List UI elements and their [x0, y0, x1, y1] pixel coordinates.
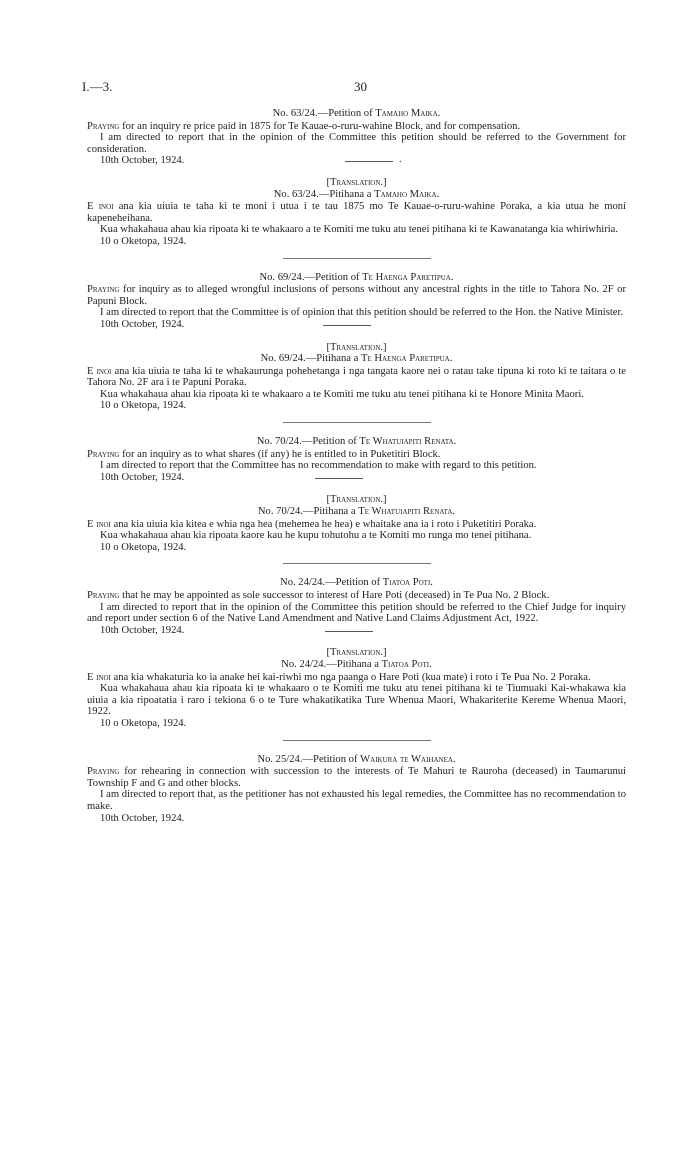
petition-heading: No. 24/24.—Petition of Tiatoa Poti.: [280, 577, 433, 589]
translation-heading: No. 63/24.—Pitihana a Tamaho Maika.: [273, 188, 440, 200]
petition-prayer: Praying for inquiry as to alleged wrongful inclusions of persons without any ancestral rights in the title to Tahora No. 2F or Papuni Block.: [87, 284, 626, 307]
page-header: [0, 0, 700, 94]
short-rule: [315, 478, 363, 479]
petition-24-24: [87, 577, 626, 729]
committee-report: I am directed to report that, as the petitioner has not exhausted his legal remedies, the Committee has no recommendation to make.: [87, 789, 626, 812]
petition-prayer: Praying that he may be appointed as sole successor to interest of Hare Poti (deceased) in Te Pua No. 2 Block.: [87, 590, 550, 601]
section-separator: [283, 422, 431, 423]
committee-report: I am directed to report that the Committee is of opinion that this petition should be referred to the Hon. the Native Minister.: [100, 307, 624, 319]
section-separator: [283, 563, 431, 564]
short-rule: [323, 325, 371, 326]
petition-heading: No. 63/24.—Petition of Tamaho Maika.: [272, 108, 441, 119]
committee-report: I am directed to report that in the opinion of the Committee this petition should be referred to the Government for consideration.: [87, 132, 626, 155]
document-reference: I.—3.: [82, 79, 113, 94]
report-date: 10th October, 1924.: [100, 471, 185, 483]
translation-prayer: E inoi ana kia whakaturia ko ia anake hei kai-riwhi mo nga paanga o Hare Poti (kua mate) i roto i Te Pua No. 2 Poraka.: [87, 671, 591, 683]
translation-heading: No. 69/24.—Pitihana a Te Haenga Paretipua.: [260, 353, 453, 365]
section-separator: [283, 740, 431, 741]
translation-prayer: E inoi ana kia uiuia te taha ki te moni i utua i te tau 1875 mo Te Kauae-o-ruru-wahine Poraka, a kia utua he moni kapeneheihana.: [87, 201, 626, 224]
petition-69-24: [87, 272, 626, 413]
petition-63-24: [87, 108, 626, 248]
committee-report: I am directed to report that the Committee has no recommendation to make with regard to this petition.: [100, 460, 537, 472]
translation-report: Kua whakahaua ahau kia ripoata kaore kau he kupu tohutohu a te Komiti mo runga mo tenei pitihana.: [100, 530, 532, 542]
translation-report: Kua whakahaua ahau kia ripoata ki te whakaaro o te Komiti me tuku atu tenei pitihana ki te Tiumuaki Kai-whakawa kia uiuia a kia ripoatatia i raro i tekiona 6 o te Ture whakatikatika Ture Whenua Maori, Whakariterite Kereme Whenua Maori, 1922.: [87, 683, 626, 718]
petition-heading: No. 25/24.—Petition of Waikura te Waihanea.: [257, 753, 456, 765]
report-date: 10th October, 1924.: [100, 155, 185, 167]
translation-label: [Translation.]: [326, 176, 387, 188]
translation-prayer: E inoi ana kia uiuia te taha ki te whakaurunga pohehetanga i nga tangata kaore nei o ratau take tipuna ki roto ki te taitara o te Tahora No. 2F ara i te Papuni Poraka.: [87, 365, 626, 389]
report-date-line: [87, 155, 626, 167]
translation-label: [Translation.]: [326, 494, 387, 506]
translation-date: 10 o Oketopa, 1924.: [100, 717, 187, 729]
petition-prayer: Praying for an inquiry re price paid in 1875 for Te Kauae-o-ruru-wahine Block, and for compensation.: [87, 120, 521, 132]
page-number: 30: [354, 79, 367, 94]
petition-prayer: Praying for rehearing in connection with succession to the interests of Te Mahuri te Rauroha (deceased) in Taumarunui Township F and G and other blocks.: [87, 766, 626, 789]
petition-25-24: [87, 754, 626, 825]
translation-heading: No. 24/24.—Pitihana a Tiatoa Poti.: [281, 658, 432, 670]
petition-heading: No. 70/24.—Petition of Te Whatuiapiti Renata.: [256, 436, 457, 448]
short-rule: [325, 631, 373, 632]
translation-report: Kua whakahaua ahau kia ripoata ki te whakaaro a te Komiti me tuku atu tenei pitihana ki te Kawanatanga kia whiriwhiria.: [100, 224, 619, 236]
translation-report: Kua whakahaua ahau kia ripoata ki te whakaaro a te Komiti me tuku atu tenei pitihana ki te Honore Minita Maori.: [100, 388, 584, 400]
report-date-line: [87, 625, 626, 637]
section-separator: [283, 258, 431, 259]
translation-date: 10 o Oketopa, 1924.: [100, 541, 187, 553]
petition-heading: No. 69/24.—Petition of Te Haenga Paretipua.: [259, 271, 454, 283]
short-rule: [345, 161, 393, 162]
translation-heading: No. 70/24.—Pitihana a Te Whatuiapiti Renata.: [257, 506, 456, 518]
report-date: 10th October, 1924.: [100, 318, 185, 330]
petition-70-24: [87, 436, 626, 553]
translation-prayer: E inoi ana kia uiuia kia kitea e whia nga hea (mehemea he hea) e whaitake ana ia i roto i Puketitiri Poraka.: [87, 518, 537, 530]
translation-label: [Translation.]: [326, 341, 387, 353]
translation-date: 10 o Oketopa, 1924.: [100, 235, 187, 247]
report-date: 10th October, 1924.: [100, 812, 185, 824]
rule-dot: .: [399, 154, 402, 166]
petition-prayer: Praying for an inquiry as to what shares (if any) he is entitled to in Puketitiri Block.: [87, 448, 441, 460]
translation-date: 10 o Oketopa, 1924.: [100, 400, 187, 412]
committee-report: I am directed to report that in the opinion of the Committee this petition should be referred to the Chief Judge for inquiry and report under section 6 of the Native Land Amendment and Native Land Claims Adjustment Act, 1922.: [87, 601, 626, 625]
document-body: [87, 108, 626, 824]
report-date-line: [87, 319, 626, 331]
translation-label: [Translation.]: [326, 647, 387, 659]
report-date: 10th October, 1924.: [100, 624, 185, 636]
report-date-line: [87, 472, 626, 484]
